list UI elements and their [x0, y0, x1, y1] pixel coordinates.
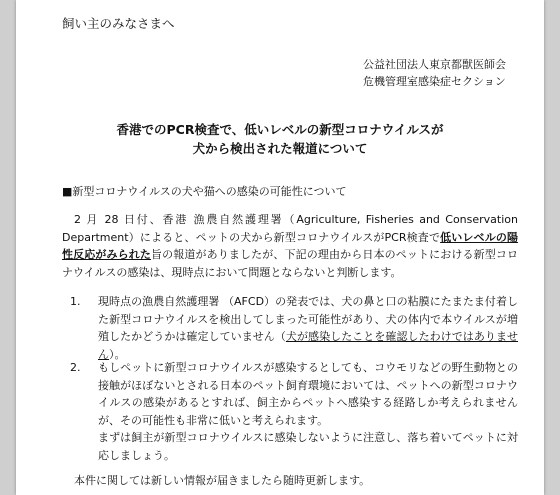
- organization-block: [363, 56, 506, 90]
- document-page: [16, 0, 544, 495]
- item1-text-c: ）。: [109, 347, 126, 361]
- intro-emphasis: 低いレベルの陽性反応がみられた: [62, 230, 519, 261]
- organization-section: 危機管理室感染症セクション: [363, 75, 506, 88]
- list-body-2: [98, 359, 518, 464]
- list-number-2: 2.: [70, 361, 81, 374]
- list-number-1: 1.: [70, 295, 81, 308]
- item2-text-b: まずは飼主が新型コロナウイルスに感染しないように注意し、落ち着いてペットに対応しましょう。: [98, 431, 518, 462]
- intro-text-c: 旨の報道がありましたが、下記の理由から日本のペットにおける新型コロナウイルスの感染は、現時点において問題とならないと判断します。: [62, 248, 518, 279]
- item1-emphasis: 犬が感染したことを確認したわけではありません: [98, 330, 519, 361]
- intro-text-a: 2 月 28 日付、香港 漁農自然護理署（Agriculture, Fisheries and Conservation Department）によると、ペットの犬から新型コロナウイルスがPCR検査で: [62, 213, 518, 244]
- document-title: [16, 120, 544, 158]
- salutation: 飼い主のみなさまへ: [62, 16, 175, 31]
- list-body-1: [98, 293, 518, 363]
- item1-text-a: 現時点の漁農自然護理署 （AFCD）の発表では、犬の鼻と口の粘膜にたまたま付着した新型コロナウイルスを検出してしまった可能性があり、犬の体内で本ウイルスが増殖したかどうかは確定していません（: [98, 295, 518, 343]
- list-item-2: [62, 359, 518, 464]
- closing-note: 本件に関しては新しい情報が届きましたら随時更新します。: [74, 474, 371, 487]
- title-line-1: 香港でのPCR検査で、低いレベルの新型コロナウイルスが: [116, 122, 444, 137]
- title-line-2: 犬から検出された報道について: [192, 141, 368, 156]
- list-item-1: [62, 293, 518, 363]
- section-heading: ■新型コロナウイルスの犬や猫への感染の可能性について: [62, 185, 347, 198]
- intro-paragraph: [62, 211, 518, 281]
- item2-text-a: もしペットに新型コロナウイルスが感染するとしても、コウモリなどの野生動物との接触がほぼないとされる日本のペット飼育環境においては、ペットへの新型コロナウイルスの感染があるとすれば、飼主からペットへ感染する経路しか考えられませんが、その可能性も非常に低いと考えられます。: [98, 361, 518, 427]
- organization-name: 公益社団法人東京都獣医師会: [363, 58, 506, 71]
